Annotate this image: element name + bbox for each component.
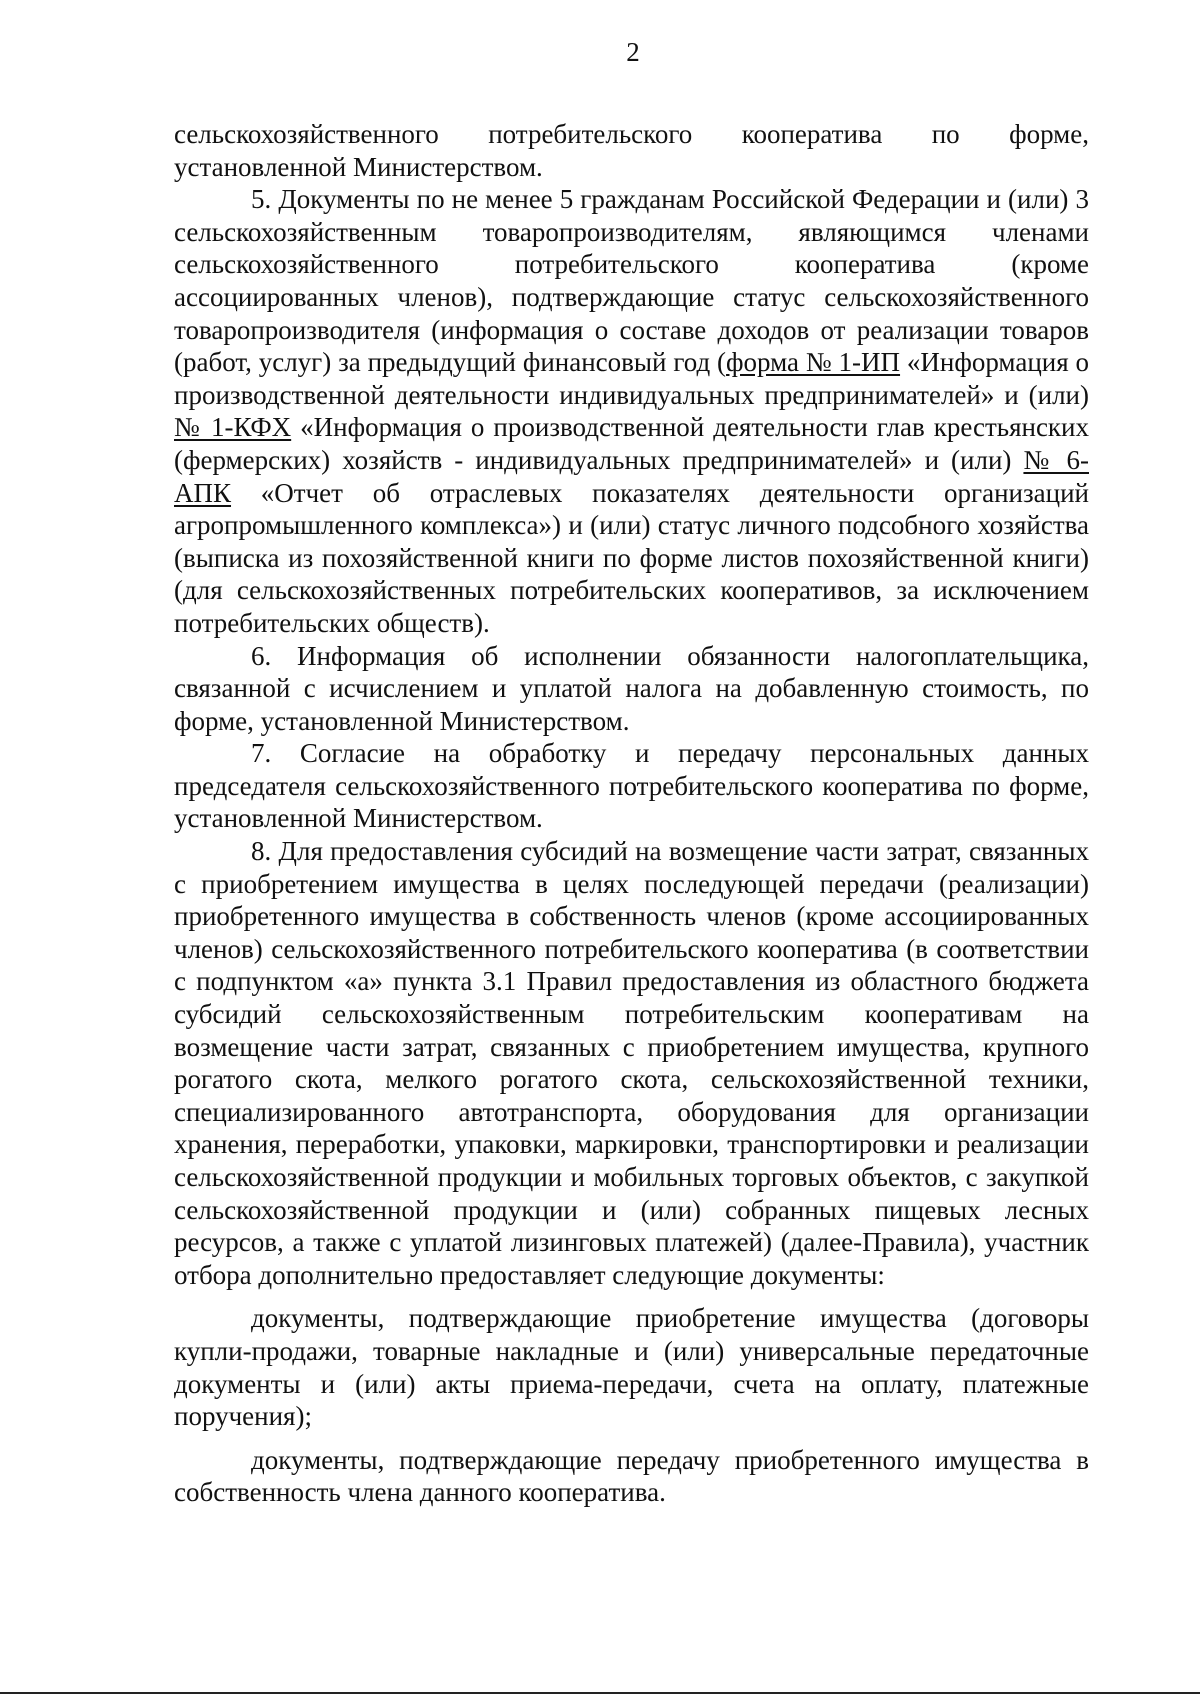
paragraph-item-6: 6. Информация об исполнении обязанности налогоплательщика, связанной с исчислением и уплатой налога на добавленную стоимость, по форме, установленной Министерством. xyxy=(174,640,1089,736)
paragraph-item-7: 7. Согласие на обработку и передачу персональных данных председателя сельскохозяйственного потребительского кооператива по форме, установленной Министерством. xyxy=(174,738,1089,834)
paragraph-purchase-documents: документы, подтверждающие приобретение имущества (договоры купли-продажи, товарные накладные и (или) универсальные передаточные документы и (или) акты приема-передачи, счета на оплату, платежные поручения); xyxy=(174,1303,1089,1432)
paragraph-item-5-text-b: «Информация о производственной деятельности индивидуальных предпринимателей» и (или) xyxy=(174,347,1089,410)
paragraph-item-5-text-c: «Информация о производственной деятельности глав крестьянских (фермерских) хозяйств - индивидуальных предпринимателей» и (или) xyxy=(174,412,1089,475)
form-1-ip-link[interactable]: форма № 1-ИП xyxy=(726,347,901,378)
page-number: 2 xyxy=(626,37,640,67)
paragraph-continuation: сельскохозяйственного потребительского кооператива по форме, установленной Министерством. xyxy=(174,119,1089,182)
paragraph-item-5 xyxy=(174,183,1089,639)
paragraph-item-5-text-a: 5. Документы по не менее 5 гражданам Российской Федерации и (или) 3 сельскохозяйственным товаропроизводителям, являющимся членами сельскохозяйственного потребительского кооператива (кроме ассоциированных членов), подтверждающие статус сельскохозяйственного товаропроизводителя (информация о составе доходов от реализации товаров (работ, услуг) за предыдущий финансовый год ( xyxy=(174,184,1089,378)
paragraph-item-8: 8. Для предоставления субсидий на возмещение части затрат, связанных с приобретением имущества в целях последующей передачи (реализации) приобретенного имущества в собственность членов (кроме ассоциированных членов) сельскохозяйственного потребительского кооператива (в соответствии с подпунктом «а» пункта 3.1 Правил предоставления из областного бюджета субсидий сельскохозяйственным потребительским кооперативам на возмещение части затрат, связанных с приобретением имущества, крупного рогатого скота, мелкого рогатого скота, сельскохозяйственной техники, специализированного автотранспорта, оборудования для организации хранения, переработки, упаковки, маркировки, транспортировки и реализации сельскохозяйственной продукции и мобильных торговых объектов, с закупкой сельскохозяйственной продукции и (или) собранных пищевых лесных ресурсов, а также с уплатой лизинговых платежей) (далее-Правила), участник отбора дополнительно предоставляет следующие документы: xyxy=(174,836,1089,1290)
scan-bottom-edge-line xyxy=(0,1692,1200,1694)
document-body xyxy=(174,118,1089,1509)
paragraph-transfer-documents: документы, подтверждающие передачу приобретенного имущества в собственность члена данного кооператива. xyxy=(174,1444,1089,1508)
form-6-apk-link[interactable]: № 6-АПК xyxy=(174,444,1089,508)
paragraph-item-5-text-d: «Отчет об отраслевых показателях деятельности организаций агропромышленного комплекса») и (или) статус личного подсобного хозяйства (выписка из похозяйственной книги по форме листов похозяйственной книги) (для сельскохозяйственных потребительских кооперативов, за исключением потребительских обществ). xyxy=(174,477,1089,638)
form-1-kfh-link[interactable]: № 1-КФХ xyxy=(174,412,292,443)
